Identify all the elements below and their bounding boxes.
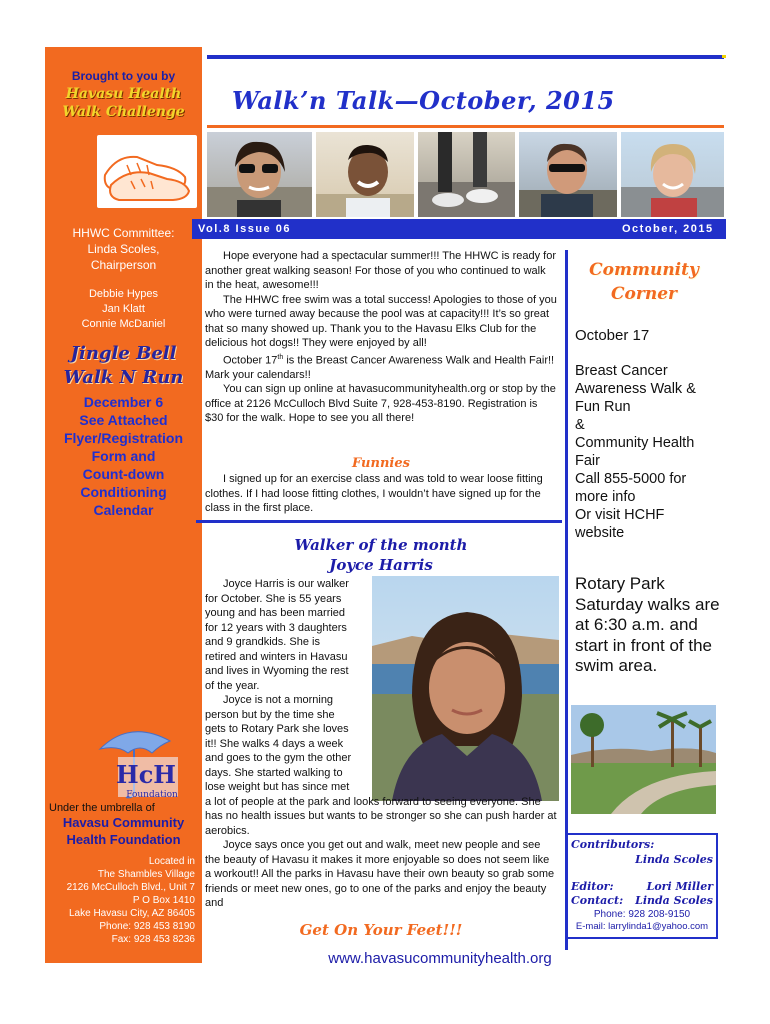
header-photo-man-sunglasses	[519, 132, 617, 217]
address-line: Phone: 928 453 8190	[99, 921, 195, 932]
section-divider	[196, 520, 562, 523]
walker-paragraph: a lot of people at the park and looks forward to seeing everyone. She has no health issues but wants to be stronger so she can push harder at aerobics.	[205, 795, 557, 837]
hch-foundation-logo	[90, 719, 190, 805]
committee-member: Connie McDaniel	[81, 318, 166, 330]
address-line: P O Box 1410	[132, 895, 195, 906]
brought-by-label: Brought to you by	[71, 69, 176, 83]
committee-members	[45, 287, 202, 332]
logo-text: HcH	[116, 760, 176, 789]
event-line: website	[575, 525, 625, 541]
top-rule-accent	[722, 55, 726, 58]
walker-line: young and has been married	[205, 607, 346, 619]
get-on-your-feet-slogan: Get On Your Feet!!!	[299, 921, 463, 939]
committee-member: Jan Klatt	[102, 303, 145, 315]
contributors-heading: Contributors:	[571, 838, 655, 851]
committee-heading	[45, 225, 202, 273]
committee-line: HHWC Committee:	[72, 226, 175, 240]
editor-label: Editor:	[571, 880, 614, 893]
event-line: Community Health	[575, 435, 695, 451]
event-line: Call 855-5000 for	[575, 471, 687, 487]
jingle-bell-heading	[45, 342, 202, 390]
committee-member: Debbie Hypes	[88, 288, 159, 300]
walker-line: it!! She walks 4 days a week	[205, 737, 344, 750]
umbrella-label: Under the umbrella of	[49, 802, 155, 814]
sidebar	[45, 47, 202, 963]
contact-phone: Phone: 928 208-9150	[593, 909, 691, 920]
header-photo-boy	[316, 132, 414, 217]
jingle-info-line: Conditioning	[80, 484, 167, 500]
community-event-date: October 17	[575, 327, 650, 344]
issue-number: Vol.8 Issue 06	[198, 223, 291, 235]
walker-line: lose weight but has since met	[205, 781, 350, 793]
article-paragraph	[205, 351, 557, 383]
walker-line: person but by the time she	[205, 708, 335, 721]
hhwc-name-line2: Walk Challenge	[62, 104, 185, 120]
address-line: Lake Havasu City, AZ 86405	[69, 908, 195, 919]
event-line: Breast Cancer	[575, 363, 668, 379]
article-paragraph: You can sign up online at havasucommunityhealth.org or stop by the office at 2126 McCulloch Blvd Suite 7, 928-453-8190. Registration is $30 for the walk. Hope to see you all there!	[205, 383, 556, 425]
funnies-body: I signed up for an exercise class and was told to wear loose fitting clothes. If I had loose fitting clothes, I wouldn’t have signed up for the class in the first place.	[205, 473, 543, 514]
jingle-info-line: See Attached	[79, 412, 168, 428]
address-line: The Shambles Village	[97, 869, 195, 880]
event-description-text: is the Breast Cancer Awareness Walk and Health Fair!! Mark your calendars!!	[205, 354, 555, 381]
community-heading-line: Community	[589, 260, 699, 280]
walker-heading-line: Walker of the month	[294, 536, 468, 554]
funnies-heading: Funnies	[352, 456, 410, 471]
header-photo-walkers-feet	[418, 132, 515, 217]
walker-name: Joyce Harris	[329, 556, 433, 574]
walker-line: days. She started walking to	[205, 766, 343, 779]
header-photo-woman-blonde	[621, 132, 724, 217]
foundation-name-line: Health Foundation	[66, 832, 181, 847]
walker-line: and lives in Wyoming the rest	[205, 665, 349, 677]
foundation-name	[45, 814, 202, 848]
ordinal-suffix: th	[277, 353, 284, 361]
foundation-name-line: Havasu Community	[62, 815, 185, 830]
contact-email[interactable]: E-mail: larrylinda1@yahoo.com	[575, 921, 709, 932]
editor-row	[571, 880, 713, 893]
walker-line: Joyce Harris is our walker	[223, 578, 349, 590]
jingle-info-line: Calendar	[93, 502, 154, 518]
contact-label: Contact:	[571, 894, 624, 907]
event-line: more info	[575, 489, 636, 505]
address-line: Fax: 928 453 8236	[111, 934, 195, 945]
intro-article	[205, 249, 557, 426]
rotary-park-notice: Rotary Park Saturday walks are at 6:30 a.m. and start in front of the swim area.	[575, 574, 720, 675]
walking-shoes-image	[97, 135, 197, 208]
article-paragraph: Hope everyone had a spectacular summer!!! The HHWC is ready for another great walking season! For those of you who continued to walk in the heat, awesome!!!	[205, 250, 556, 291]
committee-line: Chairperson	[90, 258, 157, 272]
walker-article	[205, 577, 557, 911]
jingle-info-line: December 6	[83, 394, 164, 410]
rotary-park-photo	[571, 705, 716, 814]
community-heading-line: Corner	[611, 284, 677, 304]
walker-line: Joyce is not a morning	[223, 694, 334, 706]
jingle-line: Jingle Bell	[70, 343, 177, 364]
event-line: Fair	[575, 453, 600, 469]
editor-name: Lori Miller	[646, 880, 713, 893]
walker-paragraph: Joyce says once you get out and walk, meet new people and see the beauty of Havasu it makes it more enjoyable so does not seem like a workout!! All the parks in Havasu have their own beauty so grab some friends or meet new ones, go to one of the parks and enjoy the beauty and	[205, 839, 555, 909]
contact-name: Linda Scoles	[635, 894, 713, 907]
walker-line: for 12 years with 3 daughters	[205, 621, 347, 634]
walker-of-month-heading	[205, 535, 557, 575]
address-line: Located in	[148, 856, 195, 867]
jingle-info-line: Flyer/Registration	[63, 430, 184, 446]
top-rule	[207, 55, 724, 59]
walker-line: and 9 grandkids. She is	[205, 636, 320, 648]
newsletter-title: Walk’n Talk—October, 2015	[232, 86, 615, 115]
jingle-bell-info	[45, 393, 202, 519]
community-corner-heading	[572, 258, 716, 306]
committee-line: Linda Scoles,	[87, 242, 160, 256]
event-line: Or visit HCHF	[575, 507, 665, 523]
walker-line: for October. She is 55 years	[205, 592, 342, 605]
event-line: Awareness Walk &	[575, 381, 696, 397]
header-photo-woman-sunglasses	[207, 132, 312, 217]
address-line: 2126 McCulloch Blvd., Unit 7	[66, 882, 195, 893]
jingle-line: Walk N Run	[63, 367, 184, 388]
event-line: Fun Run	[575, 399, 631, 415]
community-event-details	[575, 362, 723, 542]
issue-date: October, 2015	[622, 223, 714, 235]
event-date-text: October 17	[223, 354, 278, 367]
logo-subtext: Foundation	[126, 790, 178, 800]
hhwc-name	[45, 85, 202, 121]
jingle-info-line: Form and	[91, 448, 156, 464]
walker-line: gets to Rotary Park she loves	[205, 723, 349, 735]
website-link[interactable]: www.havasucommunityhealth.org	[328, 950, 552, 967]
walker-line: of the year.	[205, 679, 260, 692]
walker-line: and goes to the gym the other	[205, 752, 352, 764]
contributor-name: Linda Scoles	[635, 853, 713, 866]
event-line: &	[575, 417, 585, 433]
title-rule	[207, 125, 724, 128]
contact-row	[571, 894, 713, 907]
foundation-address	[45, 855, 195, 946]
article-paragraph: The HHWC free swim was a total success! Apologies to those of you who were turned away because the pool was at capacity!!! It’s so great that so many showed up. Thank you to the Havasu Elks Club for the delicious hot dogs!! They were enjoyed by all!	[205, 293, 557, 349]
walker-line: retired and winters in Havasu	[205, 650, 348, 663]
jingle-info-line: Count-down	[82, 466, 165, 482]
hhwc-name-line1: Havasu Health	[65, 86, 182, 102]
